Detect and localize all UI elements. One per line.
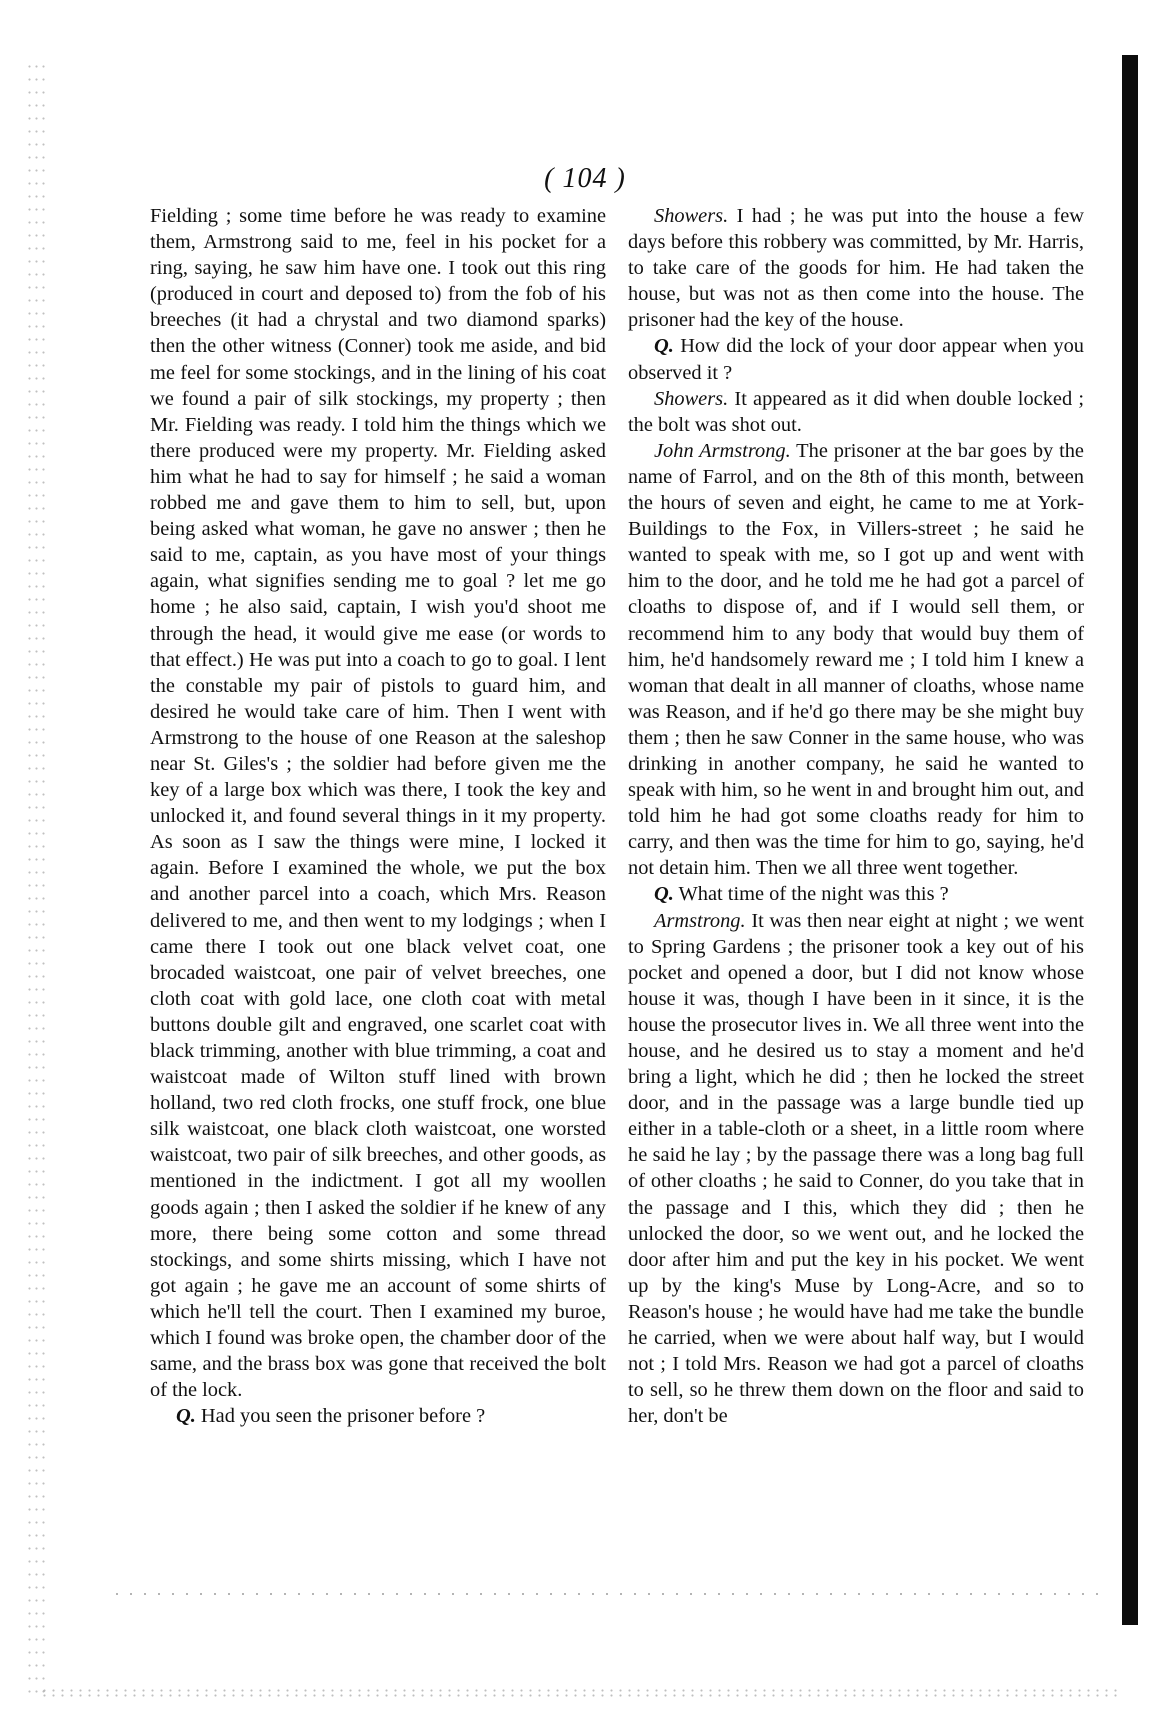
question-mark: Q.: [654, 883, 674, 906]
answer-paragraph: [628, 908, 1084, 1430]
speaker-name: Armstrong.: [654, 909, 746, 932]
right-column: [628, 203, 1084, 1429]
scan-bottom-speckle: [40, 1688, 1120, 1698]
answer-text: It was then near eight at night ; we went to Spring Gardens ; the prisoner took a key out of his pocket and opened a door, but I did not know whose house it was, though I have been in it since, it is the house the prosecutor lives in. We all three went into the house, and he desired us to stay a moment and he'd bring a light, which he did ; then he locked the street door, and in the passage was a large bundle tied up either in a table-cloth or a sheet, in a little room where he said he lay ; by the passage there was a long bag full of other cloaths ; he said to Conner, do you take that in the passage and I this, which they did ; then he unlocked the door, so we went out, and he locked the door after him and put the key in his pocket. We went up by the king's Muse by Long-Acre, and so to Reason's house ; he would have had me take the bundle he carried, when we were about half way, but I would not ; I told Mrs. Reason we had got a parcel of cloaths to sell, so he threw them down on the floor and said to her, don't be: [628, 909, 1084, 1428]
speaker-name: Showers.: [654, 205, 729, 227]
answer-paragraph: [628, 386, 1084, 438]
scan-dot-rule: [110, 1592, 1110, 1596]
scan-gutter-speckle: [26, 60, 48, 1700]
question-text: How did the lock of your door appear when you observed it ?: [628, 335, 1084, 384]
answer-text: I had ; he was put into the house a few days before this robbery was committed, by Mr. Harris, to take care of the goods for him. He had taken the house, but was not as then come into the house. The prisoner had the key of the house.: [628, 205, 1084, 332]
question-mark: Q.: [176, 1405, 196, 1428]
answer-text: The prisoner at the bar goes by the name of Farrol, and on the 8th of this month, between the hours of seven and eight, he came to me at York-Buildings to the Fox, in Villers-street ; he said he wanted to speak with me, so I got up and went with him to the door, and he told me he had got a parcel of cloaths to dispose of, and if I would sell them, or recommend him to any body that would buy them of him, he'd handsomely reward me ; I told him I knew a woman that dealt in all manner of cloaths, whose name was Reason, and if he'd go there may be she might buy them ; then he saw Conner in the same house, who was drinking in another company, he said he wanted to speak with him, so he went in and brought him out, and told him he had got some cloaths ready for him to carry, and then was the time for him to go, saying, he'd not detain him. Then we all three went together.: [628, 439, 1084, 880]
question-text: What time of the night was this ?: [673, 883, 949, 906]
answer-paragraph: [628, 203, 1084, 333]
left-column: [150, 203, 606, 1429]
speaker-name: Showers.: [654, 387, 729, 410]
question-paragraph: [628, 881, 1084, 907]
answer-text: It appeared as it did when double locked ; the bolt was shot out.: [628, 387, 1084, 436]
question-paragraph: [628, 333, 1084, 385]
testimony-paragraph: Fielding ; some time before he was ready to examine them, Armstrong said to me, feel in his pocket for a ring, saying, he saw him have one. I took out this ring (produced in court and deposed to) from the fob of his breeches (it had a chrystal and two diamond sparks) then the other witness (Conner) took me aside, and bid me feel for some stockings, and in the lining of his coat we found a pair of silk stockings, my property ; then Mr. Fielding was ready. I told him the things which we there produced were my property. Mr. Fielding asked him what he had to say for himself ; he said a woman robbed me and gave them to him to sell, but, upon being asked what woman, he gave no answer ; then he said to me, captain, as you have most of your things again, what signifies sending me to goal ? let me go home ; he also said, captain, I wish you'd shoot me through the head, it would give me ease (or words to that effect.) He was put into a coach to go to goal. I lent the constable my pair of pistols to guard him, and desired he would take care of him. Then I went with Armstrong to the house of one Reason at the saleshop near St. Giles's ; the soldier had before given me the key of a large box which was there, I took the key and unlocked it, and found several things in it my property. As soon as I saw the things were mine, I locked it again. Before I examined the whole, we put the box and another parcel into a coach, which Mrs. Reason delivered to me, and then went to my lodgings ; when I came there I took out one black velvet coat, one brocaded waistcoat, one pair of velvet breeches, one cloth coat with gold lace, one cloth coat with metal buttons double gilt and engraved, one scarlet coat with black trimming, another with blue trimming, a coat and waistcoat made of Wilton stuff lined with brown holland, two red cloth frocks, one stuff frock, one blue silk waistcoat, one black cloth waistcoat, one worsted waistcoat, two pair of silk breeches, and other goods, as mentioned in the indictment. I got all my woollen goods again ; then I asked the soldier if he knew of any more, there being some cotton and some thread stockings, and some shirts missing, which I have not got again ; he gave me an account of some shirts of which he'll tell the court. Then I examined my buroe, which I found was broke open, the chamber door of the same, and the brass box was gone that received the bolt of the lock.: [150, 205, 606, 1402]
answer-paragraph: [628, 438, 1084, 882]
question-text: Had you seen the prisoner before ?: [195, 1405, 486, 1428]
question-mark: Q.: [654, 335, 674, 358]
speaker-name: John Armstrong.: [654, 439, 791, 462]
scan-edge-shadow: [1122, 55, 1138, 1625]
question-paragraph: [150, 1403, 606, 1429]
page-number: ( 104 ): [544, 163, 626, 194]
